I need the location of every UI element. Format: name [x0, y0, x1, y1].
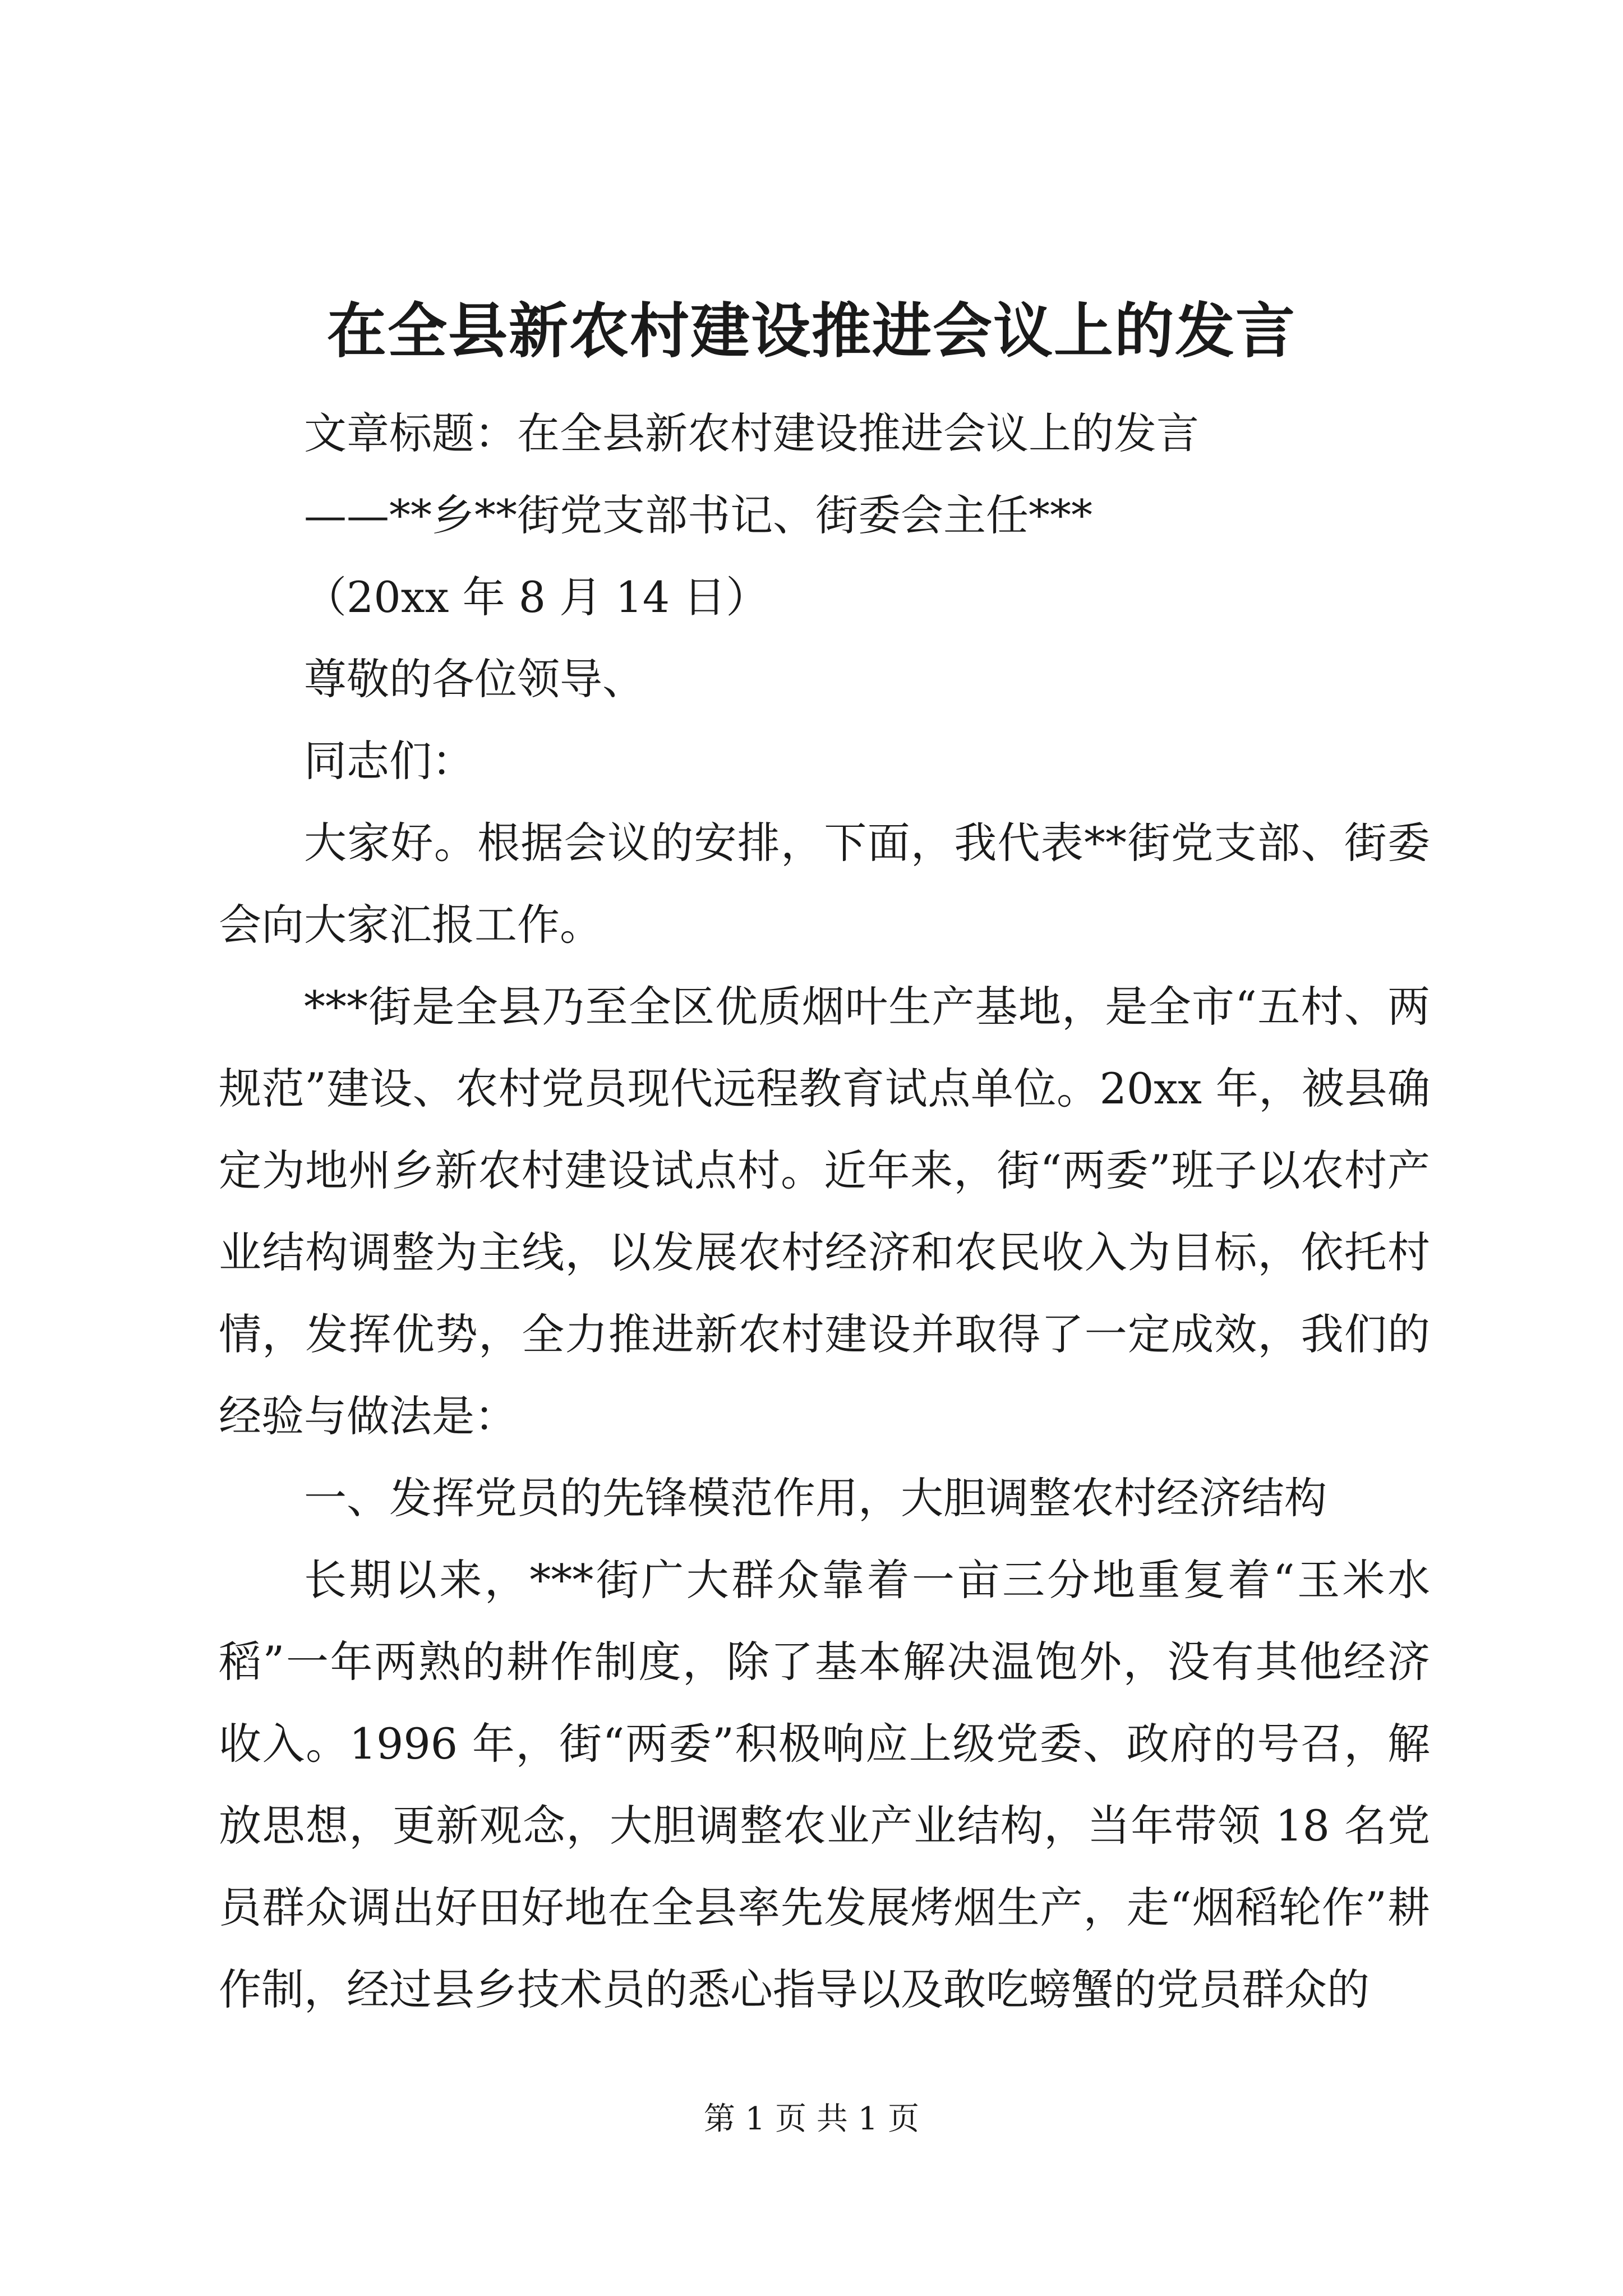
- paragraph-date: （20xx 年 8 月 14 日）: [304, 572, 769, 622]
- page-footer: 第 1 页 共 1 页: [703, 2101, 920, 2137]
- document-title: 在全县新农村建设推进会议上的发言: [327, 296, 1296, 366]
- paragraph-greeting: 大家好。根据会议的安排，下面，我代表**街党支部、街委会向大家汇报工作。: [219, 818, 1430, 950]
- document-body: [219, 393, 1430, 2031]
- paragraph-section-body: 长期以来，***街广大群众靠着一亩三分地重复着“玉米水稻”一年两熟的耕作制度，除了基本解决温饱外，没有其他经济收入。1996 年，街“两委”积极响应上级党委、政府的号召，解放思想，更新观念，大胆调整农业产业结构，当年带领 18 名党员群众调出好田好地在全县率先发展烤烟生产，走“烟稻轮作”耕作制，经过县乡技术员的悉心指导以及敢吃螃蟹的党员群众的: [219, 1555, 1430, 2014]
- paragraph-salutation-2: 同志们：: [304, 736, 474, 786]
- paragraph-introduction: ***街是全县乃至全区优质烟叶生产基地，是全市“五村、两规范”建设、农村党员现代远程教育试点单位。20xx 年，被县确定为地州乡新农村建设试点村。近年来，街“两委”班子以农村产业结构调整为主线，以发展农村经济和农民收入为目标，依托村情，发挥优势，全力推进新农村建设并取得了一定成效，我们的经验与做法是：: [219, 982, 1430, 1441]
- paragraph-speaker: ——**乡**街党支部书记、街委会主任***: [304, 490, 1092, 540]
- paragraph-article-title: 文章标题：在全县新农村建设推进会议上的发言: [304, 408, 1199, 458]
- paragraph-section-heading: 一、发挥党员的先锋模范作用，大胆调整农村经济结构: [304, 1473, 1327, 1523]
- paragraph-salutation-1: 尊敬的各位领导、: [304, 654, 645, 704]
